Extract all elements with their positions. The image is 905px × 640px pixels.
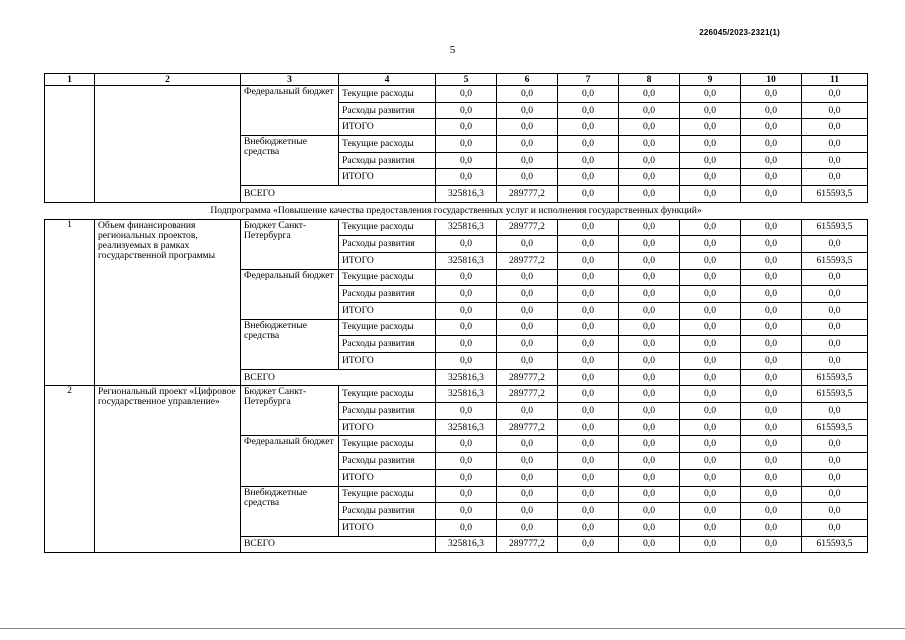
value-cell: 0,0 bbox=[619, 336, 680, 353]
column-header: 8 bbox=[619, 74, 680, 86]
value-cell: 0,0 bbox=[741, 386, 802, 403]
value-cell: 0,0 bbox=[619, 186, 680, 203]
value-cell: 0,0 bbox=[558, 269, 619, 286]
value-cell: 0,0 bbox=[436, 336, 497, 353]
value-cell: 0,0 bbox=[802, 302, 868, 319]
value-cell: 0,0 bbox=[436, 236, 497, 253]
value-cell: 615593,5 bbox=[802, 252, 868, 269]
value-cell: 0,0 bbox=[802, 436, 868, 453]
value-cell: 0,0 bbox=[558, 302, 619, 319]
value-cell: 0,0 bbox=[436, 453, 497, 470]
value-cell: 0,0 bbox=[741, 369, 802, 386]
source-cell: Внебюджетные средства bbox=[241, 136, 339, 186]
value-cell: 0,0 bbox=[497, 486, 558, 503]
value-cell: 0,0 bbox=[741, 469, 802, 486]
value-cell: 0,0 bbox=[680, 469, 741, 486]
value-cell: 0,0 bbox=[680, 269, 741, 286]
value-cell: 0,0 bbox=[741, 536, 802, 553]
value-cell: 0,0 bbox=[619, 353, 680, 370]
value-cell: 0,0 bbox=[741, 119, 802, 136]
value-cell: 0,0 bbox=[497, 469, 558, 486]
value-cell: 0,0 bbox=[497, 136, 558, 153]
value-cell: 0,0 bbox=[802, 503, 868, 520]
value-cell: 289777,2 bbox=[497, 252, 558, 269]
value-cell: 0,0 bbox=[741, 86, 802, 103]
expense-type-cell: ИТОГО bbox=[339, 119, 436, 136]
value-cell: 0,0 bbox=[741, 319, 802, 336]
value-cell: 325816,3 bbox=[436, 186, 497, 203]
value-cell: 0,0 bbox=[558, 219, 619, 236]
value-cell: 0,0 bbox=[680, 186, 741, 203]
document-id: 226045/2023-2321(1) bbox=[699, 28, 780, 37]
value-cell: 615593,5 bbox=[802, 219, 868, 236]
expense-type-cell: Расходы развития bbox=[339, 503, 436, 520]
value-cell: 0,0 bbox=[680, 369, 741, 386]
value-cell: 0,0 bbox=[802, 353, 868, 370]
value-cell: 0,0 bbox=[558, 403, 619, 420]
expense-type-cell: ИТОГО bbox=[339, 519, 436, 536]
value-cell: 0,0 bbox=[558, 453, 619, 470]
value-cell: 0,0 bbox=[680, 119, 741, 136]
value-cell: 0,0 bbox=[680, 403, 741, 420]
expense-type-cell: ИТОГО bbox=[339, 252, 436, 269]
value-cell: 0,0 bbox=[741, 453, 802, 470]
expense-type-cell: Расходы развития bbox=[339, 236, 436, 253]
value-cell: 0,0 bbox=[619, 102, 680, 119]
value-cell: 0,0 bbox=[741, 102, 802, 119]
value-cell: 0,0 bbox=[680, 386, 741, 403]
value-cell: 0,0 bbox=[619, 152, 680, 169]
value-cell: 0,0 bbox=[680, 169, 741, 186]
expense-type-cell: Расходы развития bbox=[339, 453, 436, 470]
value-cell: 0,0 bbox=[436, 102, 497, 119]
value-cell: 0,0 bbox=[619, 453, 680, 470]
value-cell: 0,0 bbox=[436, 486, 497, 503]
value-cell: 0,0 bbox=[497, 119, 558, 136]
value-cell: 0,0 bbox=[680, 519, 741, 536]
value-cell: 0,0 bbox=[741, 236, 802, 253]
total-label-cell: ВСЕГО bbox=[241, 186, 436, 203]
value-cell: 0,0 bbox=[802, 486, 868, 503]
expense-type-cell: Расходы развития bbox=[339, 102, 436, 119]
column-header: 7 bbox=[558, 74, 619, 86]
value-cell: 0,0 bbox=[680, 536, 741, 553]
source-cell: Бюджет Санкт-Петербурга bbox=[241, 386, 339, 436]
value-cell: 0,0 bbox=[619, 503, 680, 520]
value-cell: 0,0 bbox=[802, 102, 868, 119]
value-cell: 0,0 bbox=[802, 319, 868, 336]
value-cell: 0,0 bbox=[436, 86, 497, 103]
value-cell: 0,0 bbox=[802, 169, 868, 186]
value-cell: 0,0 bbox=[619, 403, 680, 420]
value-cell: 0,0 bbox=[619, 369, 680, 386]
row-number-cell: 2 bbox=[45, 386, 95, 553]
expense-type-cell: Текущие расходы bbox=[339, 319, 436, 336]
value-cell: 0,0 bbox=[558, 286, 619, 303]
value-cell: 0,0 bbox=[497, 169, 558, 186]
value-cell: 325816,3 bbox=[436, 536, 497, 553]
expense-type-cell: ИТОГО bbox=[339, 469, 436, 486]
value-cell: 0,0 bbox=[802, 403, 868, 420]
value-cell: 0,0 bbox=[680, 236, 741, 253]
value-cell: 0,0 bbox=[558, 419, 619, 436]
value-cell: 0,0 bbox=[558, 86, 619, 103]
value-cell: 0,0 bbox=[741, 169, 802, 186]
value-cell: 0,0 bbox=[558, 503, 619, 520]
column-header: 5 bbox=[436, 74, 497, 86]
value-cell: 0,0 bbox=[558, 236, 619, 253]
total-label-cell: ВСЕГО bbox=[241, 536, 436, 553]
value-cell: 0,0 bbox=[741, 486, 802, 503]
value-cell: 0,0 bbox=[619, 169, 680, 186]
value-cell: 0,0 bbox=[802, 336, 868, 353]
value-cell: 0,0 bbox=[741, 519, 802, 536]
value-cell: 615593,5 bbox=[802, 386, 868, 403]
value-cell: 0,0 bbox=[497, 269, 558, 286]
value-cell: 0,0 bbox=[741, 403, 802, 420]
value-cell: 0,0 bbox=[680, 136, 741, 153]
value-cell: 0,0 bbox=[497, 102, 558, 119]
expense-type-cell: ИТОГО bbox=[339, 169, 436, 186]
value-cell: 0,0 bbox=[436, 152, 497, 169]
source-cell: Внебюджетные средства bbox=[241, 486, 339, 536]
value-cell: 0,0 bbox=[680, 319, 741, 336]
value-cell: 0,0 bbox=[436, 503, 497, 520]
expense-type-cell: ИТОГО bbox=[339, 419, 436, 436]
total-label-cell: ВСЕГО bbox=[241, 369, 436, 386]
value-cell: 0,0 bbox=[619, 469, 680, 486]
value-cell: 0,0 bbox=[497, 436, 558, 453]
value-cell: 0,0 bbox=[680, 436, 741, 453]
value-cell: 0,0 bbox=[436, 119, 497, 136]
expense-type-cell: Текущие расходы bbox=[339, 86, 436, 103]
value-cell: 0,0 bbox=[436, 519, 497, 536]
value-cell: 0,0 bbox=[619, 86, 680, 103]
value-cell: 0,0 bbox=[558, 136, 619, 153]
expense-type-cell: Текущие расходы bbox=[339, 219, 436, 236]
value-cell: 0,0 bbox=[558, 386, 619, 403]
value-cell: 0,0 bbox=[741, 252, 802, 269]
value-cell: 0,0 bbox=[436, 469, 497, 486]
value-cell: 0,0 bbox=[741, 302, 802, 319]
value-cell: 0,0 bbox=[741, 286, 802, 303]
value-cell: 615593,5 bbox=[802, 369, 868, 386]
value-cell: 0,0 bbox=[558, 319, 619, 336]
item-name-cell: Объем финансирования региональных проектов, реализуемых в рамках государственной программы bbox=[95, 219, 241, 386]
value-cell: 289777,2 bbox=[497, 386, 558, 403]
value-cell: 0,0 bbox=[497, 519, 558, 536]
expense-type-cell: Текущие расходы bbox=[339, 386, 436, 403]
column-header: 9 bbox=[680, 74, 741, 86]
value-cell: 0,0 bbox=[619, 536, 680, 553]
value-cell: 0,0 bbox=[558, 119, 619, 136]
value-cell: 0,0 bbox=[436, 169, 497, 186]
value-cell: 0,0 bbox=[558, 519, 619, 536]
value-cell: 0,0 bbox=[680, 152, 741, 169]
value-cell: 0,0 bbox=[558, 252, 619, 269]
table-row bbox=[45, 386, 868, 403]
row-number-cell: 1 bbox=[45, 219, 95, 386]
column-header: 10 bbox=[741, 74, 802, 86]
column-header: 1 bbox=[45, 74, 95, 86]
value-cell: 0,0 bbox=[497, 236, 558, 253]
value-cell: 0,0 bbox=[802, 469, 868, 486]
expense-type-cell: Расходы развития bbox=[339, 286, 436, 303]
expense-type-cell: ИТОГО bbox=[339, 302, 436, 319]
value-cell: 0,0 bbox=[558, 102, 619, 119]
value-cell: 0,0 bbox=[741, 136, 802, 153]
value-cell: 0,0 bbox=[741, 186, 802, 203]
expense-type-cell: Расходы развития bbox=[339, 152, 436, 169]
value-cell: 0,0 bbox=[497, 503, 558, 520]
value-cell: 0,0 bbox=[558, 186, 619, 203]
value-cell: 0,0 bbox=[558, 469, 619, 486]
value-cell: 0,0 bbox=[436, 302, 497, 319]
page-number: 5 bbox=[449, 44, 456, 56]
source-cell: Федеральный бюджет bbox=[241, 436, 339, 486]
value-cell: 0,0 bbox=[436, 136, 497, 153]
value-cell: 0,0 bbox=[680, 286, 741, 303]
value-cell: 0,0 bbox=[619, 252, 680, 269]
value-cell: 0,0 bbox=[802, 453, 868, 470]
value-cell: 0,0 bbox=[680, 336, 741, 353]
column-header: 6 bbox=[497, 74, 558, 86]
value-cell: 0,0 bbox=[558, 152, 619, 169]
column-header: 4 bbox=[339, 74, 436, 86]
page-bottom-edge bbox=[0, 628, 905, 629]
value-cell: 325816,3 bbox=[436, 386, 497, 403]
value-cell: 0,0 bbox=[497, 286, 558, 303]
column-header: 11 bbox=[802, 74, 868, 86]
subprogram-row bbox=[45, 202, 868, 219]
source-cell: Бюджет Санкт-Петербурга bbox=[241, 219, 339, 269]
financing-table bbox=[44, 73, 868, 553]
value-cell: 325816,3 bbox=[436, 369, 497, 386]
value-cell: 0,0 bbox=[497, 86, 558, 103]
value-cell: 289777,2 bbox=[497, 536, 558, 553]
value-cell: 615593,5 bbox=[802, 186, 868, 203]
value-cell: 0,0 bbox=[619, 136, 680, 153]
value-cell: 615593,5 bbox=[802, 419, 868, 436]
expense-type-cell: Текущие расходы bbox=[339, 436, 436, 453]
value-cell: 0,0 bbox=[741, 219, 802, 236]
value-cell: 0,0 bbox=[619, 236, 680, 253]
item-name-cell: Региональный проект «Цифровое государственное управление» bbox=[95, 386, 241, 553]
value-cell: 0,0 bbox=[741, 419, 802, 436]
value-cell: 0,0 bbox=[436, 286, 497, 303]
table-row bbox=[45, 219, 868, 236]
value-cell: 0,0 bbox=[436, 269, 497, 286]
value-cell: 0,0 bbox=[497, 302, 558, 319]
value-cell: 0,0 bbox=[680, 302, 741, 319]
value-cell: 325816,3 bbox=[436, 252, 497, 269]
subprogram-title: Подпрограмма «Повышение качества предоставления государственных услуг и исполнения государственных функций» bbox=[45, 202, 868, 219]
source-cell: Федеральный бюджет bbox=[241, 86, 339, 136]
value-cell: 0,0 bbox=[741, 436, 802, 453]
expense-type-cell: Текущие расходы bbox=[339, 136, 436, 153]
value-cell: 0,0 bbox=[558, 353, 619, 370]
header-row bbox=[45, 74, 868, 86]
value-cell: 0,0 bbox=[619, 419, 680, 436]
table-row bbox=[45, 86, 868, 103]
value-cell: 0,0 bbox=[680, 419, 741, 436]
expense-type-cell: Расходы развития bbox=[339, 336, 436, 353]
value-cell: 0,0 bbox=[619, 286, 680, 303]
value-cell: 0,0 bbox=[680, 353, 741, 370]
expense-type-cell: ИТОГО bbox=[339, 353, 436, 370]
expense-type-cell: Текущие расходы bbox=[339, 269, 436, 286]
value-cell: 0,0 bbox=[802, 119, 868, 136]
item-name-cell bbox=[95, 86, 241, 203]
value-cell: 0,0 bbox=[436, 436, 497, 453]
value-cell: 0,0 bbox=[619, 269, 680, 286]
row-number-cell bbox=[45, 86, 95, 203]
value-cell: 0,0 bbox=[619, 302, 680, 319]
value-cell: 0,0 bbox=[619, 219, 680, 236]
value-cell: 289777,2 bbox=[497, 369, 558, 386]
value-cell: 0,0 bbox=[558, 536, 619, 553]
source-cell: Внебюджетные средства bbox=[241, 319, 339, 369]
expense-type-cell: Расходы развития bbox=[339, 403, 436, 420]
value-cell: 0,0 bbox=[741, 336, 802, 353]
value-cell: 0,0 bbox=[802, 136, 868, 153]
value-cell: 0,0 bbox=[619, 486, 680, 503]
value-cell: 0,0 bbox=[497, 453, 558, 470]
value-cell: 325816,3 bbox=[436, 419, 497, 436]
value-cell: 0,0 bbox=[558, 436, 619, 453]
value-cell: 0,0 bbox=[802, 86, 868, 103]
value-cell: 615593,5 bbox=[802, 536, 868, 553]
value-cell: 0,0 bbox=[436, 403, 497, 420]
value-cell: 0,0 bbox=[558, 486, 619, 503]
value-cell: 0,0 bbox=[558, 336, 619, 353]
value-cell: 0,0 bbox=[680, 86, 741, 103]
value-cell: 0,0 bbox=[619, 519, 680, 536]
value-cell: 0,0 bbox=[680, 102, 741, 119]
expense-type-cell: Текущие расходы bbox=[339, 486, 436, 503]
value-cell: 0,0 bbox=[497, 152, 558, 169]
value-cell: 0,0 bbox=[802, 519, 868, 536]
value-cell: 0,0 bbox=[680, 486, 741, 503]
value-cell: 0,0 bbox=[680, 219, 741, 236]
column-header: 2 bbox=[95, 74, 241, 86]
value-cell: 0,0 bbox=[619, 119, 680, 136]
value-cell: 325816,3 bbox=[436, 219, 497, 236]
column-header: 3 bbox=[241, 74, 339, 86]
value-cell: 0,0 bbox=[802, 152, 868, 169]
value-cell: 0,0 bbox=[802, 269, 868, 286]
value-cell: 0,0 bbox=[619, 436, 680, 453]
value-cell: 0,0 bbox=[741, 269, 802, 286]
value-cell: 0,0 bbox=[497, 336, 558, 353]
value-cell: 289777,2 bbox=[497, 419, 558, 436]
value-cell: 0,0 bbox=[497, 319, 558, 336]
value-cell: 0,0 bbox=[741, 353, 802, 370]
value-cell: 0,0 bbox=[619, 386, 680, 403]
value-cell: 0,0 bbox=[558, 369, 619, 386]
value-cell: 0,0 bbox=[497, 353, 558, 370]
value-cell: 0,0 bbox=[680, 503, 741, 520]
value-cell: 0,0 bbox=[558, 169, 619, 186]
value-cell: 0,0 bbox=[680, 252, 741, 269]
value-cell: 0,0 bbox=[741, 152, 802, 169]
source-cell: Федеральный бюджет bbox=[241, 269, 339, 319]
value-cell: 0,0 bbox=[497, 403, 558, 420]
value-cell: 0,0 bbox=[680, 453, 741, 470]
value-cell: 0,0 bbox=[436, 353, 497, 370]
value-cell: 0,0 bbox=[802, 236, 868, 253]
value-cell: 0,0 bbox=[436, 319, 497, 336]
value-cell: 0,0 bbox=[619, 319, 680, 336]
value-cell: 289777,2 bbox=[497, 186, 558, 203]
value-cell: 0,0 bbox=[802, 286, 868, 303]
value-cell: 0,0 bbox=[741, 503, 802, 520]
value-cell: 289777,2 bbox=[497, 219, 558, 236]
